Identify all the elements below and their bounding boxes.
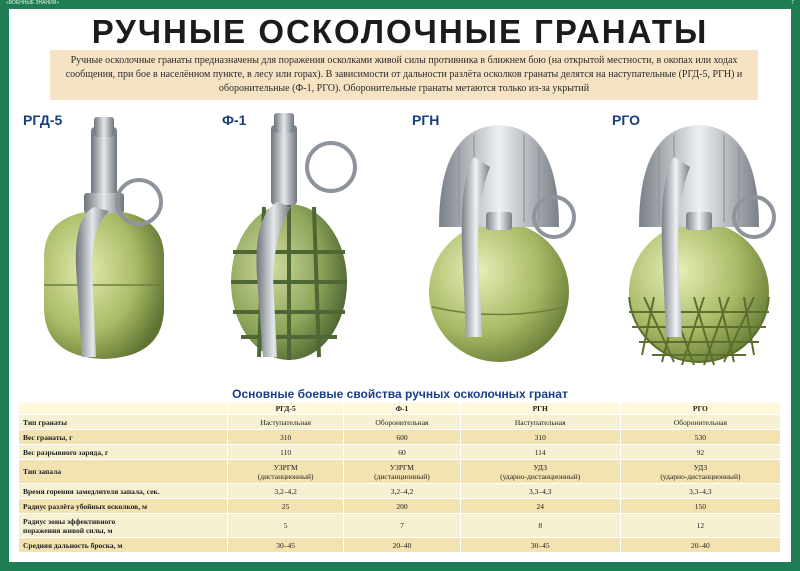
table-cell: 114: [460, 445, 620, 460]
table-cell: 310: [460, 430, 620, 445]
table-title: Основные боевые свойства ручных осколочных гранат: [232, 387, 568, 401]
table-cell: 30–45: [460, 538, 620, 553]
table-header-cell: [19, 403, 228, 415]
table-cell: 150: [620, 499, 780, 514]
row-header-cell: Тип запала: [19, 460, 228, 484]
table-cell: УЗРГМ (дистанционный): [228, 460, 344, 484]
table-cell: УДЗ (ударно-дистанционный): [460, 460, 620, 484]
intro-text: Ручные осколочные гранаты предназначены для поражения осколками живой силы противника в ближнем бою (на открытой местности, в окопах или ходах сообщения, при бое в населённом пункте, в лесу или горах). В зависимости от дальности разлёта осколков гранаты делятся на наступательные (РГД-5, РГН) и оборонительные (Ф-1, РГО). Оборонительные гранаты метаются только из-за укрытий: [65, 55, 743, 94]
rgd5-grenade-illustration: [34, 107, 184, 367]
table-cell: 3,3–4,3: [460, 484, 620, 499]
series-caption: «ВОЕННЫЕ ЗНАНИЯ»: [6, 0, 60, 6]
table-cell: 200: [344, 499, 460, 514]
table-cell: 7: [344, 514, 460, 538]
properties-table: [18, 402, 781, 553]
grenade-label-f1: Ф-1: [222, 112, 247, 128]
table-cell: 60: [344, 445, 460, 460]
row-header-cell: Радиус зоны эффективного поражения живой силы, м: [19, 514, 228, 538]
grenade-label-rgd5: РГД-5: [23, 112, 63, 128]
row-header-cell: Средняя дальность броска, м: [19, 538, 228, 553]
table-cell: 25: [228, 499, 344, 514]
table-cell: 530: [620, 430, 780, 445]
table-cell: Наступательная: [228, 415, 344, 430]
table-cell: УЗРГМ (дистанционный): [344, 460, 460, 484]
row-header-cell: Время горения замедлителя запала, сек.: [19, 484, 228, 499]
table-row: [19, 415, 781, 430]
table-header-cell: РГО: [620, 403, 780, 415]
table-cell: 24: [460, 499, 620, 514]
table-header-cell: РГН: [460, 403, 620, 415]
table-cell: 92: [620, 445, 780, 460]
table-cell: 310: [228, 430, 344, 445]
table-row: [19, 538, 781, 553]
poster-body: [9, 9, 791, 562]
table-cell: 5: [228, 514, 344, 538]
row-header-cell: Радиус разлёта убойных осколков, м: [19, 499, 228, 514]
table-cell: 12: [620, 514, 780, 538]
table-cell: 110: [228, 445, 344, 460]
table-row: [19, 460, 781, 484]
table-cell: 3,2–4,2: [228, 484, 344, 499]
row-header-cell: Вес гранаты, г: [19, 430, 228, 445]
row-header-cell: Тип гранаты: [19, 415, 228, 430]
table-cell: Оборонительная: [344, 415, 460, 430]
table-cell: 30–45: [228, 538, 344, 553]
page-number: 7: [791, 0, 794, 6]
grenade-label-rgo: РГО: [612, 112, 640, 128]
row-header-cell: Вес разрывного заряда, г: [19, 445, 228, 460]
table-cell: 20–40: [344, 538, 460, 553]
intro-box: [50, 50, 758, 100]
table-cell: Наступательная: [460, 415, 620, 430]
table-cell: 3,2–4,2: [344, 484, 460, 499]
table-header-row: [19, 403, 781, 415]
table-cell: УДЗ (ударно-дистанционный): [620, 460, 780, 484]
grenade-label-rgn: РГН: [412, 112, 440, 128]
table-cell: 20–40: [620, 538, 780, 553]
rgn-grenade-illustration: [414, 117, 584, 367]
table-cell: Оборонительная: [620, 415, 780, 430]
page-title: РУЧНЫЕ ОСКОЛОЧНЫЕ ГРАНАТЫ: [91, 13, 709, 50]
table-row: [19, 430, 781, 445]
table-cell: 8: [460, 514, 620, 538]
table-cell: 3,3–4,3: [620, 484, 780, 499]
table-row: [19, 445, 781, 460]
table-row: [19, 499, 781, 514]
table-header-cell: Ф-1: [344, 403, 460, 415]
table-row: [19, 484, 781, 499]
f1-grenade-illustration: [219, 107, 379, 372]
table-row: [19, 514, 781, 538]
rgo-grenade-illustration: [614, 117, 784, 367]
table-cell: 600: [344, 430, 460, 445]
table-header-cell: РГД-5: [228, 403, 344, 415]
